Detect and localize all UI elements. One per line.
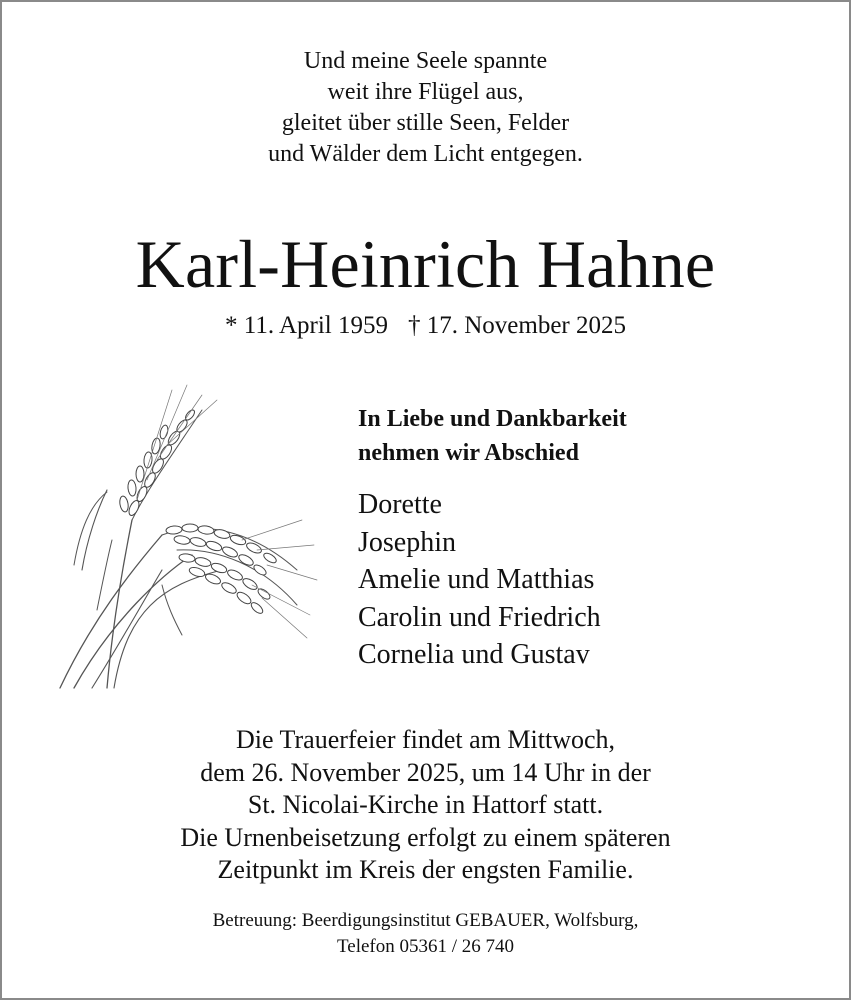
- service-details: [2, 724, 849, 887]
- service-line: Die Urnenbeisetzung erfolgt zu einem späteren: [180, 822, 671, 852]
- poem: [2, 46, 849, 170]
- poem-line: Und meine Seele spannte: [303, 48, 548, 74]
- deceased-name: Karl-Heinrich Hahne: [135, 226, 716, 302]
- poem-line: weit ihre Flügel aus,: [327, 79, 524, 105]
- service-line: dem 26. November 2025, um 14 Uhr in der: [200, 757, 651, 787]
- farewell-line: nehmen wir Abschied: [358, 440, 579, 466]
- family-list: [358, 486, 601, 674]
- family-member: Cornelia und Gustav: [358, 639, 590, 670]
- birth-date: * 11. April 1959: [225, 312, 388, 339]
- farewell-heading: [358, 402, 627, 470]
- death-date: † 17. November 2025: [407, 312, 626, 339]
- undertaker-phone: Telefon 05361 / 26 740: [336, 936, 515, 957]
- service-line: Die Trauerfeier findet am Mittwoch,: [235, 725, 616, 754]
- wheat-ears-icon: [52, 370, 322, 695]
- family-member: Carolin und Friedrich: [358, 601, 601, 633]
- service-line: Zeitpunkt im Kreis der engsten Familie.: [217, 855, 634, 884]
- undertaker-line: Betreuung: Beerdigungsinstitut GEBAUER, Wolfsburg,: [212, 910, 639, 931]
- service-line: St. Nicolai-Kirche in Hattorf statt.: [247, 790, 604, 819]
- family-member: Amelie und Matthias: [358, 564, 595, 595]
- life-dates: [2, 310, 849, 342]
- poem-line: gleitet über stille Seen, Felder: [281, 110, 570, 136]
- family-member: Dorette: [358, 489, 442, 520]
- poem-line: und Wälder dem Licht entgegen.: [268, 141, 583, 167]
- farewell-line: In Liebe und Dankbarkeit: [358, 406, 627, 432]
- family-member: Josephin: [358, 526, 456, 558]
- undertaker-info: [2, 908, 849, 960]
